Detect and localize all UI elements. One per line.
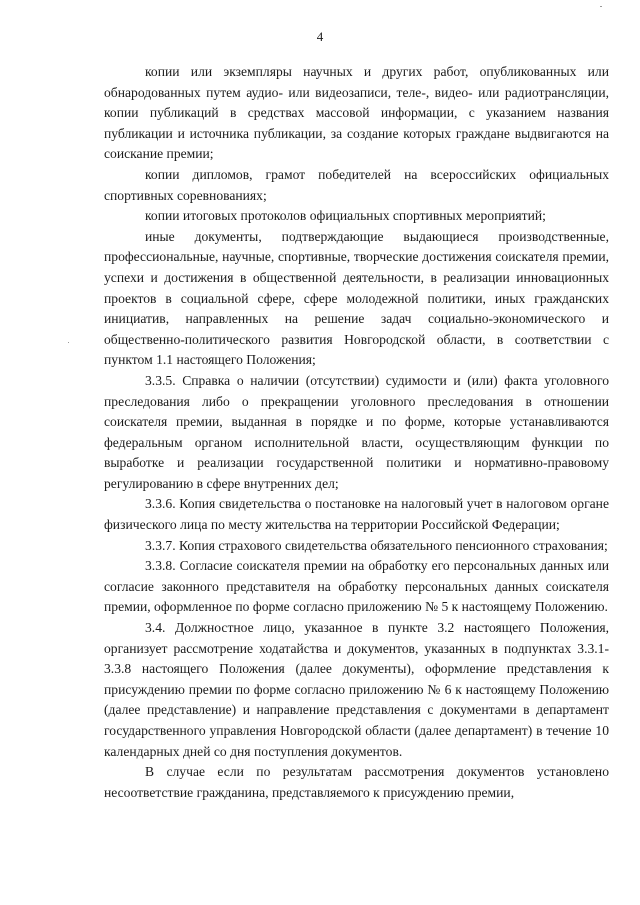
paragraph-diplomas: копии дипломов, грамот победителей на всероссийских официальных спортивных соревнованиях; [104, 166, 609, 203]
scan-speck [600, 6, 602, 7]
paragraph-3-3-6: 3.3.6. Копия свидетельства о постановке на налоговый учет в налоговом органе физического лица по месту жительства на территории Российской Федерации; [104, 496, 609, 533]
paragraph-3-4: 3.4. Должностное лицо, указанное в пункте 3.2 настоящего Положения, организует рассмотрение ходатайства и документов, указанных в подпунктах 3.3.1-3.3.8 настоящего Положения (далее документы), оформление представления к присуждению премии по форме согласно приложению № 6 к настоящему Положению (далее представление) и направление представления с документами в департамент государственного управления Новгородской области (далее департамент) в течение 10 календарных дней со дня поступления документов. [104, 620, 609, 759]
paragraph-publications: копии или экземпляры научных и других работ, опубликованных или обнародованных путем аудио- или видеозаписи, теле-, видео- или радиотрансляции, копии публикаций в средствах массовой информации, с указанием названия публикации и источника публикации, за создание которых граждане выдвигаются на соискание премии; [104, 64, 609, 162]
paragraph-protocols: копии итоговых протоколов официальных спортивных мероприятий; [145, 208, 546, 224]
paragraph-3-3-5: 3.3.5. Справка о наличии (отсутствии) судимости и (или) факта уголовного преследования либо о прекращении уголовного преследования в отношении соискателя премии, выданная в порядке и по форме, которые устанавливаются федеральным органом исполнительной власти, осуществляющим функции по выработке и реализации государственной политики и нормативно-правовому регулированию в сфере внутренних дел; [104, 372, 609, 491]
paragraph-3-3-8: 3.3.8. Согласие соискателя премии на обработку его персональных данных или согласие законного представителя на обработку персональных данных соискателя премии, оформленное по форме согласно приложению № 5 к настоящему Положению. [104, 558, 609, 615]
paragraph-discrepancy: В случае если по результатам рассмотрения документов установлено несоответствие гражданина, представляемого к присуждению премии, [104, 764, 609, 800]
paragraph-other-documents: иные документы, подтверждающие выдающиеся производственные, профессиональные, научные, спортивные, творческие достижения соискателя премии, успехи и достижения в общественной деятельности, в реализации инновационных проектов в социальной сфере, сфере молодежной политики, иных гражданских инициатив, направленных на решение задач социально-экономического и общественно-политического развития Новгородской области, в соответствии с пунктом 1.1 настоящего Положения; [104, 228, 609, 368]
scan-speck [68, 342, 69, 343]
document-body [104, 62, 609, 803]
paragraph-3-3-7: 3.3.7. Копия страхового свидетельства обязательного пенсионного страхования; [145, 537, 608, 553]
page-number: 4 [316, 29, 324, 44]
